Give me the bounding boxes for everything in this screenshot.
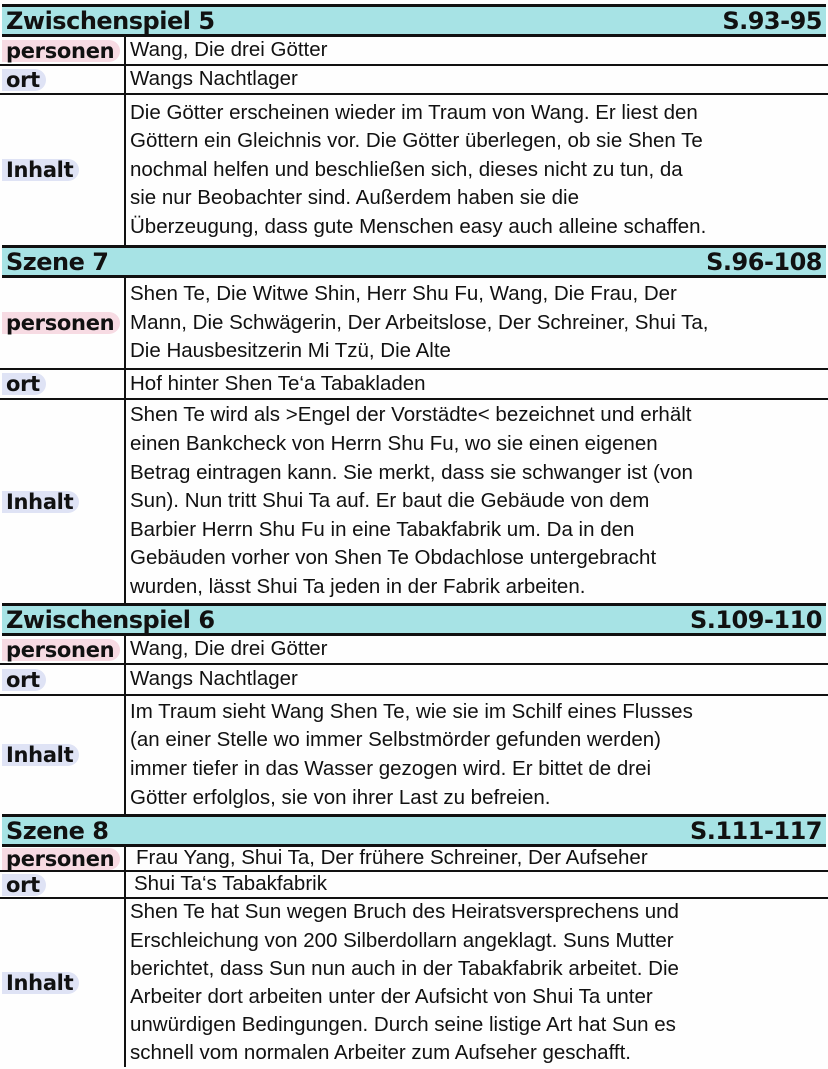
section-title: Zwischenspiel 5: [6, 6, 215, 35]
personen-row: [0, 278, 828, 370]
ort-row: [0, 872, 828, 899]
personen-value: Shen Te, Die Witwe Shin, Herr Shu Fu, Wang, Die Frau, Der Mann, Die Schwägerin, Der Arbeitslose, Der Schreiner, Shui Ta, Die Hausbesitzerin Mi Tzü, Die Alte: [124, 278, 828, 368]
inhalt-value: Die Götter erscheinen wieder im Traum von Wang. Er liest den Göttern ein Gleichnis vor. Die Götter überlegen, ob sie Shen Te nochmal helfen und beschließen sich, dieses nicht zu tun, da sie nur Beobachter sind. Außerdem haben sie die Überzeugung, dass gute Menschen easy auch alleine schaffen.: [124, 95, 828, 245]
personen-row: [0, 37, 828, 66]
section-header: [2, 603, 826, 636]
inhalt-row: [0, 400, 828, 603]
section-header: [2, 814, 826, 847]
section-pages: S.96-108: [706, 247, 822, 276]
personen-label: personen: [2, 37, 124, 64]
ort-label: ort: [2, 872, 124, 897]
ort-row: [0, 665, 828, 696]
section-header: [2, 4, 826, 37]
inhalt-label: Inhalt: [2, 400, 124, 603]
inhalt-label: Inhalt: [2, 696, 124, 814]
ort-label: ort: [2, 370, 124, 398]
ort-row: [0, 370, 828, 400]
ort-value: Hof hinter Shen Te‘a Tabakladen: [124, 370, 828, 398]
personen-value: Wang, Die drei Götter: [124, 37, 828, 64]
inhalt-row: [0, 95, 828, 245]
inhalt-value: Shen Te wird als >Engel der Vorstädte< bezeichnet und erhält einen Bankcheck von Herrn Shu Fu, wo sie einen eigenen Betrag eintragen kann. Sie merkt, dass sie schwanger ist (von Sun). Nun tritt Shui Ta auf. Er baut die Gebäude von dem Barbier Herrn Shu Fu in eine Tabakfabrik um. Da in den Gebäuden vorher von Shen Te Obdachlose untergebracht wurden, lässt Shui Ta jeden in der Fabrik arbeiten.: [124, 400, 828, 603]
ort-value: Wangs Nachtlager: [124, 665, 828, 694]
section-title: Zwischenspiel 6: [6, 605, 215, 634]
personen-value: Wang, Die drei Götter: [124, 636, 828, 663]
ort-value: Wangs Nachtlager: [124, 66, 828, 93]
personen-label: personen: [2, 636, 124, 663]
personen-row: [0, 847, 828, 872]
inhalt-value: Shen Te hat Sun wegen Bruch des Heiratsversprechens und Erschleichung von 200 Silberdollarn angeklagt. Suns Mutter berichtet, dass Sun nun auch in der Tabakfabrik arbeitet. Die Arbeiter dort arbeiten unter der Aufsicht von Shui Ta unter unwürdigen Bedingungen. Durch seine listige Art hat Sun es schnell vom normalen Arbeiter zum Aufseher geschafft.: [124, 899, 828, 1067]
section-header: [2, 245, 826, 278]
personen-label: personen: [2, 278, 124, 368]
ort-row: [0, 66, 828, 95]
personen-row: [0, 636, 828, 665]
inhalt-label: Inhalt: [2, 95, 124, 245]
ort-label: ort: [2, 66, 124, 93]
section-title: Szene 8: [6, 816, 109, 845]
ort-value: Shui Ta‘s Tabakfabrik: [124, 872, 828, 897]
inhalt-value: Im Traum sieht Wang Shen Te, wie sie im Schilf eines Flusses (an einer Stelle wo immer Selbstmörder gefunden werden) immer tiefer in das Wasser gezogen wird. Er bittet de drei Götter erfolglos, sie von ihrer Last zu befreien.: [124, 696, 828, 814]
ort-label: ort: [2, 665, 124, 694]
personen-value: Frau Yang, Shui Ta, Der frühere Schreiner, Der Aufseher: [124, 847, 828, 870]
section-pages: S.93-95: [722, 6, 822, 35]
section-title: Szene 7: [6, 247, 109, 276]
section-pages: S.111-117: [689, 816, 822, 845]
personen-label: personen: [2, 847, 124, 870]
section-pages: S.109-110: [689, 605, 822, 634]
inhalt-label: Inhalt: [2, 899, 124, 1067]
inhalt-row: [0, 696, 828, 814]
inhalt-row: [0, 899, 828, 1067]
